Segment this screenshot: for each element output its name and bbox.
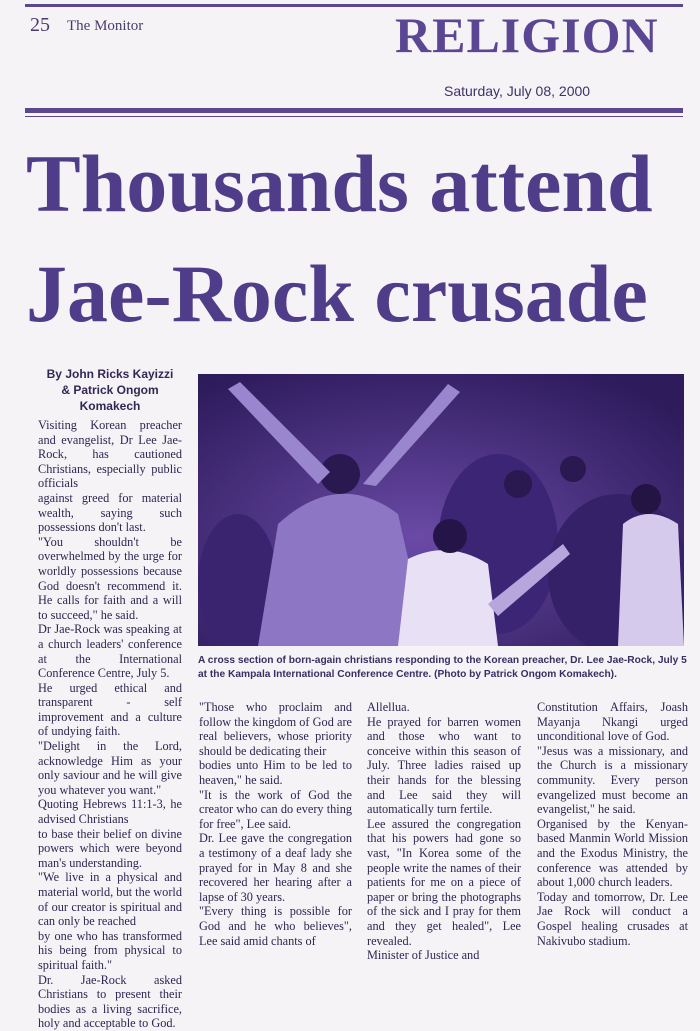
issue-date: Saturday, July 08, 2000: [444, 83, 591, 99]
paragraph: Dr Jae-Rock was speaking at a church leaders' conference at the International Conference Centre, July 5.: [38, 622, 182, 681]
paragraph: to base their belief on divine powers which were beyond man's understanding.: [38, 826, 182, 870]
masthead-rule: [25, 108, 683, 113]
paragraph: "Jesus was a missionary, and the Church is a missionary community. Every person evangelized must become an evangelist," he said.: [537, 743, 688, 817]
paragraph: Today and tomorrow, Dr. Lee Jae Rock will conduct a Gospel healing crusades at Nakivubo stadium.: [537, 889, 688, 948]
paragraph: by one who has transformed his being from physical to spiritual faith.": [38, 928, 182, 972]
byline: [40, 366, 180, 414]
paragraph: "Those who proclaim and follow the kingdom of God are real believers, whose priority should be dedicating their: [199, 700, 352, 758]
newspaper-name: The Monitor: [67, 18, 144, 34]
column-2: [199, 700, 352, 948]
headline-line-2: Jae-Rock crusade: [26, 248, 648, 339]
crowd-photo-illustration: [198, 374, 684, 646]
paragraph: "We live in a physical and material world, but the world of our creator is spiritual and can only be reached: [38, 870, 182, 929]
section-title: RELIGION: [395, 7, 659, 63]
paragraph: Visiting Korean preacher and evangelist, Dr Lee Jae-Rock, has cautioned Christians, especially public officials: [38, 418, 182, 491]
photo-caption: A cross section of born-again christians responding to the Korean preacher, Dr. Lee Jae-Rock, July 5 at the Kampala International Conference Centre. (Photo by Patrick Ongom Komakech).: [198, 655, 687, 680]
paragraph: He prayed for barren women and those who want to conceive within this season of July. Three ladies raised up their hands for the blessing and Lee said they will automatically turn fertile.: [367, 714, 521, 817]
column-4: [537, 700, 688, 948]
paragraph: Quoting Hebrews 11:1-3, he advised Christians: [38, 797, 182, 827]
paragraph: bodies unto Him to be led to heaven," he said.: [199, 758, 352, 787]
paragraph: against greed for material wealth, saying such possessions don't last.: [38, 490, 182, 535]
paragraph: Organised by the Kenyan-based Manmin World Mission and the Exodus Ministry, the conference was attended by about 1,000 church leaders.: [537, 816, 688, 890]
paragraph: "Every thing is possible for God and he who believes", Lee said amid chants of: [199, 904, 352, 948]
crowd-photo: [198, 374, 684, 646]
paragraph: "It is the work of God the creator who can do every thing for free", Lee said.: [199, 787, 352, 831]
paragraph: "You shouldn't be overwhelmed by the urge for worldly possessions because God doesn't recommend it. He calls for faith and a will to succeed," he said.: [38, 534, 182, 622]
paragraph: Minister of Justice and: [367, 948, 480, 963]
paragraph: Lee assured the congregation that his powers had gone so vast, "In Korea some of the people write the names of their patients for me on a piece of paper or bring the photographs of the sick and I pray for them and they get healed", Lee revealed.: [367, 816, 521, 948]
paragraph: Allelluа.: [367, 700, 410, 714]
paragraph: Constitution Affairs, Joash Mayanja Nkangi urged unconditional love of God.: [537, 700, 688, 744]
paragraph: Dr. Lee gave the congregation a testimony of a deaf lady she prayed for in May 8 and she recovered her hearing after a lapse of 30 years.: [199, 831, 352, 904]
byline-line: By John Ricks Kayizzi: [46, 367, 174, 381]
headline-line-1: Thousands attend: [26, 138, 653, 229]
page-number: 25: [30, 14, 50, 36]
byline-line: Komakech: [79, 399, 141, 413]
byline-line: & Patrick Ongom: [61, 383, 159, 397]
masthead-rule-thin: [25, 116, 683, 117]
column-1: [38, 418, 182, 1031]
column-3: [367, 700, 521, 963]
top-rule: [25, 4, 683, 7]
paragraph: "Delight in the Lord, acknowledge Him as your only saviour and he will give you whatever you want.": [38, 739, 182, 797]
paragraph: He urged ethical and transparent - self improvement and a culture of undying faith.: [38, 680, 182, 739]
paragraph: Dr. Jae-Rock asked Christians to present their bodies as a living sacrifice, holy and acceptable to God.: [38, 972, 182, 1031]
